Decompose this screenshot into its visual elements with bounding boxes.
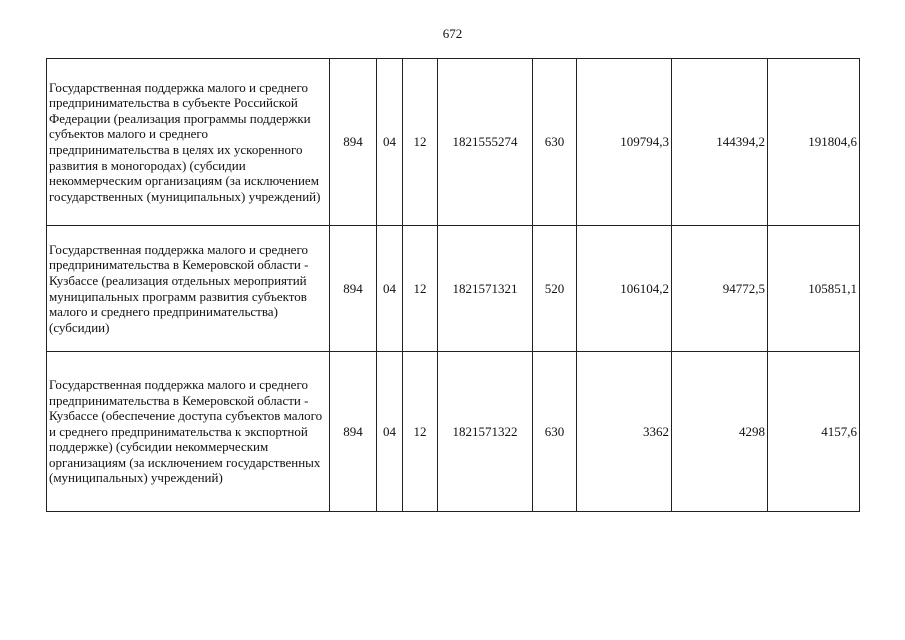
section-code: 04 — [377, 59, 403, 226]
expense-type-code: 630 — [533, 352, 577, 512]
amount-2: 94772,5 — [672, 226, 768, 352]
amount-2: 4298 — [672, 352, 768, 512]
table-row — [47, 352, 860, 512]
budget-table — [46, 58, 860, 512]
ministry-code: 894 — [330, 352, 377, 512]
amount-2: 144394,2 — [672, 59, 768, 226]
amount-3: 191804,6 — [768, 59, 860, 226]
row-name: Государственная поддержка малого и среднего предпринимательства в субъекте Российской Федерации (реализация программы поддержки субъектов малого и среднего предпринимательства в целях их ускоренного развития в моногородах) (субсидии некоммерческим организациям (за исключением государственных (муниципальных) учреждений) — [47, 59, 330, 226]
row-name: Государственная поддержка малого и среднего предпринимательства в Кемеровской области - Кузбассе (реализация отдельных мероприятий муниципальных программ развития субъектов малого и среднего предпринимательства) (субсидии) — [47, 226, 330, 352]
target-code: 1821571321 — [438, 226, 533, 352]
target-code: 1821571322 — [438, 352, 533, 512]
amount-1: 3362 — [577, 352, 672, 512]
table-row — [47, 226, 860, 352]
expense-type-code: 630 — [533, 59, 577, 226]
row-name: Государственная поддержка малого и среднего предпринимательства в Кемеровской области - Кузбассе (обеспечение доступа субъектов малого и среднего предпринимательства к экспортной поддержке) (субсидии некоммерческим организациям (за исключением государственных (муниципальных) учреждений) — [47, 352, 330, 512]
amount-3: 105851,1 — [768, 226, 860, 352]
amount-3: 4157,6 — [768, 352, 860, 512]
ministry-code: 894 — [330, 226, 377, 352]
amount-1: 109794,3 — [577, 59, 672, 226]
page-number: 672 — [442, 26, 463, 41]
amount-1: 106104,2 — [577, 226, 672, 352]
table-row — [47, 59, 860, 226]
expense-type-code: 520 — [533, 226, 577, 352]
subsection-code: 12 — [403, 59, 438, 226]
ministry-code: 894 — [330, 59, 377, 226]
subsection-code: 12 — [403, 352, 438, 512]
subsection-code: 12 — [403, 226, 438, 352]
section-code: 04 — [377, 352, 403, 512]
target-code: 1821555274 — [438, 59, 533, 226]
section-code: 04 — [377, 226, 403, 352]
